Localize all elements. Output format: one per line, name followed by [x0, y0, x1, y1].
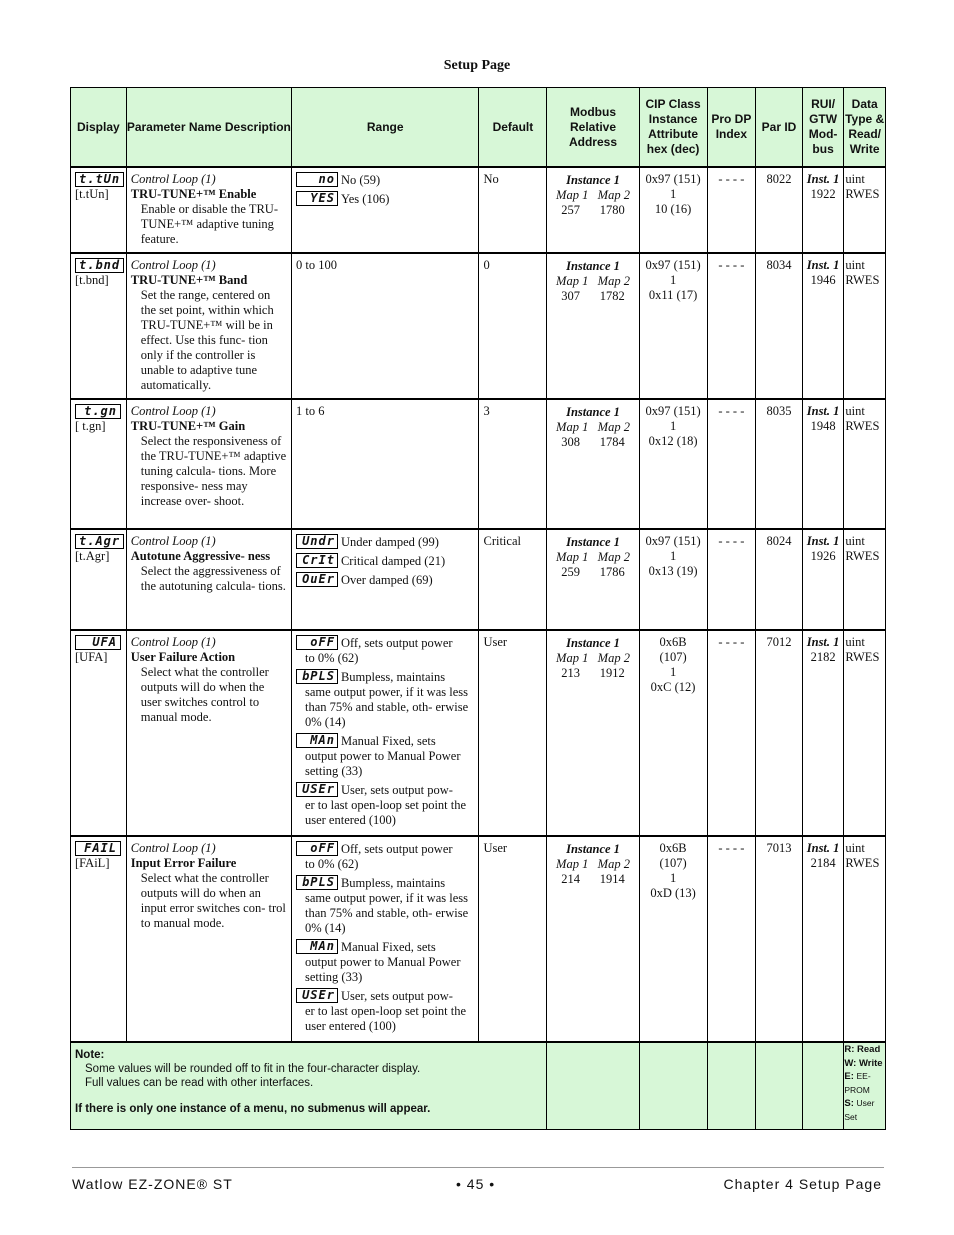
modbus-map1-address: 213	[561, 666, 580, 680]
cell-default	[479, 167, 547, 253]
range-option	[296, 572, 475, 588]
cip-line-2: 1	[669, 273, 677, 287]
param-description: Select the aggressiveness of the autotuning calcula- tions.	[140, 564, 286, 593]
header-dtype: Data Type & Read/ Write	[844, 88, 886, 168]
range-option-text: Under damped (99)	[340, 535, 439, 549]
param-name: User Failure Action	[130, 650, 236, 664]
cell-dtype	[844, 630, 886, 836]
cell-param	[126, 253, 291, 399]
legend-s-val: User Set	[844, 1098, 875, 1122]
header-range: Range	[291, 88, 479, 168]
cip-line-3: 1	[669, 665, 677, 679]
range-option-text: Yes (106)	[340, 192, 390, 206]
par-id: 8022	[766, 172, 792, 186]
param-loop: Control Loop (1)	[130, 635, 216, 649]
modbus-map2-label: Map 2	[597, 274, 630, 288]
read-write: RWES	[845, 187, 880, 201]
display-code: [t.tUn]	[75, 187, 109, 201]
cell-default	[479, 399, 547, 529]
modbus-map2-address: 1784	[599, 435, 625, 449]
rui-instance: Inst. 1	[806, 534, 840, 548]
read-write: RWES	[845, 419, 880, 433]
cell-modbus	[547, 630, 639, 836]
data-type: uint	[845, 635, 865, 649]
cell-parid	[756, 253, 803, 399]
modbus-map2-label: Map 2	[597, 651, 630, 665]
cell-prodp	[707, 253, 756, 399]
legend-e-key: E:	[844, 1071, 854, 1082]
default-value: 3	[483, 404, 490, 418]
default-value: No	[483, 172, 499, 186]
cell-cip	[639, 529, 707, 630]
param-description: Select what the controller outputs will do when an input error switches con- trol to manual mode.	[140, 871, 286, 930]
cell-range	[291, 836, 479, 1042]
note-empty-modbus	[547, 1042, 639, 1130]
note-row	[71, 1042, 886, 1130]
display-glyph-icon: oFF	[296, 841, 338, 856]
display-glyph-icon: MAn	[296, 733, 338, 748]
cell-range	[291, 253, 479, 399]
data-type: uint	[845, 841, 865, 855]
range-option-text: No (59)	[340, 173, 381, 187]
cell-default	[479, 630, 547, 836]
range-option-text: Critical damped (21)	[340, 554, 446, 568]
rui-instance: Inst. 1	[806, 404, 840, 418]
cell-cip	[639, 399, 707, 529]
cip-line-4: 0xD (13)	[650, 886, 696, 900]
range-option	[296, 988, 475, 1034]
cell-modbus	[547, 836, 639, 1042]
param-loop: Control Loop (1)	[130, 258, 216, 272]
display-code: [ t.gn]	[75, 419, 106, 433]
cell-prodp	[707, 836, 756, 1042]
cell-prodp	[707, 529, 756, 630]
modbus-instance: Instance 1	[566, 259, 620, 273]
cell-cip	[639, 630, 707, 836]
cell-modbus	[547, 529, 639, 630]
legend-w-val: Write	[858, 1057, 883, 1069]
cell-display	[71, 630, 127, 836]
cell-modbus	[547, 167, 639, 253]
display-glyph-icon: t.Agr	[75, 534, 124, 549]
cip-line-3: 10 (16)	[654, 202, 692, 216]
modbus-map1-address: 308	[561, 435, 580, 449]
range-option-text: User, sets output pow-	[340, 989, 453, 1003]
header-prodp: Pro DP Index	[707, 88, 756, 168]
note-line-2: Full values can be read with other interfaces.	[85, 1077, 314, 1089]
range-option-text: Off, sets output power	[340, 636, 453, 650]
cell-rui	[802, 253, 844, 399]
display-glyph-icon: USEr	[296, 782, 338, 797]
range-option-cont: same output power, if it was less than 75% and stable, oth- erwise 0% (14)	[304, 685, 469, 729]
modbus-map1-address: 307	[561, 289, 580, 303]
rui-value: 2182	[810, 650, 836, 664]
cip-line-3: 0x12 (18)	[648, 434, 698, 448]
cell-cip	[639, 253, 707, 399]
display-glyph-icon: FAIL	[75, 841, 121, 856]
page-title: Setup Page	[443, 58, 511, 73]
data-type: uint	[845, 534, 865, 548]
table-row	[71, 253, 886, 399]
range-option-text: Bumpless, maintains	[340, 876, 446, 890]
legend-r-val: Read	[857, 1044, 881, 1055]
display-glyph-icon: oFF	[296, 635, 338, 650]
display-glyph-icon: bPLS	[296, 875, 338, 890]
param-name: TRU-TUNE+™ Enable	[130, 187, 257, 201]
note-heading: Note:	[75, 1049, 105, 1061]
range-option	[296, 191, 475, 207]
cip-line-2: (107)	[659, 650, 687, 664]
read-write: RWES	[845, 650, 880, 664]
cell-range	[291, 167, 479, 253]
range-option-cont: same output power, if it was less than 75% and stable, oth- erwise 0% (14)	[304, 891, 469, 935]
param-description: Enable or disable the TRU-TUNE+™ adaptive tuning feature.	[140, 202, 278, 246]
range-text: 0 to 100	[295, 258, 337, 272]
modbus-instance: Instance 1	[566, 636, 620, 650]
cell-dtype	[844, 253, 886, 399]
cip-line-2: 1	[669, 419, 677, 433]
par-id: 8035	[766, 404, 792, 418]
default-value: User	[483, 635, 508, 649]
range-option	[296, 733, 475, 779]
modbus-map2-address: 1780	[599, 203, 625, 217]
table-row	[71, 529, 886, 630]
cell-cip	[639, 167, 707, 253]
legend-w-key: W:	[844, 1057, 857, 1069]
header-display: Display	[71, 88, 127, 168]
range-option-text: Over damped (69)	[340, 573, 433, 587]
read-write: RWES	[845, 273, 880, 287]
prodp-index: - - - -	[718, 841, 745, 855]
modbus-map1-label: Map 1	[556, 420, 589, 434]
display-glyph-icon: no	[296, 172, 338, 187]
param-description: Set the range, centered on the set point, within which TRU-TUNE+™ will be in effect. Use this func- tion only if the controller is unable to adaptive tune automatically.	[140, 288, 274, 392]
modbus-map2-label: Map 2	[597, 188, 630, 202]
cell-parid	[756, 399, 803, 529]
modbus-map1-address: 257	[561, 203, 580, 217]
range-option	[296, 172, 475, 188]
modbus-map1-label: Map 1	[556, 274, 589, 288]
header-param: Parameter Name Description	[126, 88, 291, 168]
display-code: [t.Agr]	[75, 549, 110, 563]
range-option	[296, 782, 475, 828]
cip-line-1: 0x97 (151)	[645, 172, 701, 186]
note-cell	[71, 1042, 547, 1130]
range-option-cont: output power to Manual Power setting (33)	[304, 749, 461, 778]
table-row	[71, 399, 886, 529]
prodp-index: - - - -	[718, 404, 745, 418]
modbus-map2-address: 1914	[599, 872, 625, 886]
cip-line-2: (107)	[659, 856, 687, 870]
range-option	[296, 553, 475, 569]
cell-display	[71, 399, 127, 529]
cell-range	[291, 399, 479, 529]
header-rui: RUI/ GTW Mod- bus	[802, 88, 844, 168]
range-option-text: Manual Fixed, sets	[340, 734, 436, 748]
data-type: uint	[845, 172, 865, 186]
modbus-map1-label: Map 1	[556, 857, 589, 871]
display-glyph-icon: Undr	[296, 534, 338, 549]
cell-default	[479, 529, 547, 630]
cell-default	[479, 836, 547, 1042]
legend-e-val: EE- PROM	[844, 1071, 871, 1095]
modbus-map1-label: Map 1	[556, 550, 589, 564]
display-code: [t.bnd]	[75, 273, 109, 287]
note-empty-prodp	[707, 1042, 756, 1130]
default-value: 0	[483, 258, 490, 272]
range-option-text: Bumpless, maintains	[340, 670, 446, 684]
display-glyph-icon: OuEr	[296, 572, 338, 587]
rui-value: 2184	[810, 856, 836, 870]
range-option-text: User, sets output pow-	[340, 783, 453, 797]
modbus-map2-label: Map 2	[597, 857, 630, 871]
display-glyph-icon: t.bnd	[75, 258, 124, 273]
display-code: [FAiL]	[75, 856, 110, 870]
range-option-cont: to 0% (62)	[304, 857, 359, 871]
par-id: 7013	[766, 841, 792, 855]
range-option-cont: output power to Manual Power setting (33)	[304, 955, 461, 984]
note-empty-parid	[756, 1042, 803, 1130]
param-loop: Control Loop (1)	[130, 534, 216, 548]
cip-line-3: 0x13 (19)	[648, 564, 698, 578]
cell-display	[71, 529, 127, 630]
cell-modbus	[547, 253, 639, 399]
prodp-index: - - - -	[718, 534, 745, 548]
param-description: Select what the controller outputs will do when the user switches control to manual mode.	[140, 665, 269, 724]
cell-display	[71, 253, 127, 399]
range-option	[296, 635, 475, 666]
modbus-map2-label: Map 2	[597, 420, 630, 434]
display-glyph-icon: t.tUn	[75, 172, 124, 187]
footer-chapter: Chapter 4 Setup Page	[723, 1176, 882, 1192]
cell-param	[126, 836, 291, 1042]
cell-dtype	[844, 167, 886, 253]
param-loop: Control Loop (1)	[130, 841, 216, 855]
cell-param	[126, 529, 291, 630]
modbus-map1-address: 259	[561, 565, 580, 579]
cip-line-2: 1	[669, 187, 677, 201]
range-option-text: Manual Fixed, sets	[340, 940, 436, 954]
cell-range	[291, 630, 479, 836]
display-glyph-icon: MAn	[296, 939, 338, 954]
default-value: User	[483, 841, 508, 855]
prodp-index: - - - -	[718, 172, 745, 186]
param-name: Autotune Aggressive- ness	[130, 549, 271, 563]
prodp-index: - - - -	[718, 635, 745, 649]
rw-legend	[844, 1042, 886, 1130]
rui-instance: Inst. 1	[806, 258, 840, 272]
range-text: 1 to 6	[295, 404, 325, 418]
footer-page-number: • 45 •	[456, 1176, 496, 1192]
cip-line-1: 0x97 (151)	[645, 258, 701, 272]
cell-rui	[802, 399, 844, 529]
modbus-instance: Instance 1	[566, 405, 620, 419]
read-write: RWES	[845, 856, 880, 870]
header-default: Default	[479, 88, 547, 168]
footer-divider	[72, 1167, 884, 1168]
cell-cip	[639, 836, 707, 1042]
cell-rui	[802, 167, 844, 253]
cell-prodp	[707, 399, 756, 529]
range-option	[296, 669, 475, 730]
cell-modbus	[547, 399, 639, 529]
display-code: [UFA]	[75, 650, 108, 664]
cip-line-1: 0x97 (151)	[645, 534, 701, 548]
footer-product: Watlow EZ-ZONE® ST	[72, 1176, 233, 1192]
note-bold: If there is only one instance of a menu, no submenus will appear.	[75, 1103, 431, 1115]
setup-table	[70, 87, 886, 1130]
modbus-instance: Instance 1	[566, 535, 620, 549]
table-row	[71, 836, 886, 1042]
modbus-map1-label: Map 1	[556, 188, 589, 202]
cell-prodp	[707, 167, 756, 253]
cip-line-3: 1	[669, 871, 677, 885]
read-write: RWES	[845, 549, 880, 563]
cip-line-1: 0x6B	[659, 841, 687, 855]
cell-parid	[756, 529, 803, 630]
note-empty-cip	[639, 1042, 707, 1130]
range-option-cont: er to last open-loop set point the user entered (100)	[304, 798, 467, 827]
cell-rui	[802, 529, 844, 630]
param-name: TRU-TUNE+™ Band	[130, 273, 248, 287]
range-option-text: Off, sets output power	[340, 842, 453, 856]
range-option	[296, 939, 475, 985]
legend-s-key: S:	[844, 1098, 854, 1109]
modbus-map1-label: Map 1	[556, 651, 589, 665]
param-name: TRU-TUNE+™ Gain	[130, 419, 246, 433]
modbus-map2-address: 1912	[599, 666, 625, 680]
table-row	[71, 630, 886, 836]
param-loop: Control Loop (1)	[130, 404, 216, 418]
modbus-instance: Instance 1	[566, 173, 620, 187]
cell-prodp	[707, 630, 756, 836]
display-glyph-icon: t.gn	[75, 404, 121, 419]
data-type: uint	[845, 258, 865, 272]
display-glyph-icon: CrIt	[296, 553, 338, 568]
display-glyph-icon: YES	[296, 191, 338, 206]
default-value: Critical	[483, 534, 521, 548]
rui-value: 1948	[810, 419, 836, 433]
range-option-cont: er to last open-loop set point the user entered (100)	[304, 1004, 467, 1033]
table-header-row	[71, 88, 886, 168]
rui-value: 1946	[810, 273, 836, 287]
rui-instance: Inst. 1	[806, 635, 840, 649]
cell-rui	[802, 630, 844, 836]
display-glyph-icon: UFA	[75, 635, 121, 650]
cell-param	[126, 630, 291, 836]
cell-default	[479, 253, 547, 399]
cell-display	[71, 836, 127, 1042]
par-id: 8034	[766, 258, 792, 272]
data-type: uint	[845, 404, 865, 418]
cell-rui	[802, 836, 844, 1042]
note-line-1: Some values will be rounded off to fit in the four-character display.	[85, 1063, 421, 1075]
cell-display	[71, 167, 127, 253]
rui-value: 1926	[810, 549, 836, 563]
modbus-map2-label: Map 2	[597, 550, 630, 564]
display-glyph-icon: bPLS	[296, 669, 338, 684]
par-id: 7012	[766, 635, 792, 649]
header-modbus: Modbus Relative Address	[547, 88, 639, 168]
cell-range	[291, 529, 479, 630]
display-glyph-icon: USEr	[296, 988, 338, 1003]
cip-line-2: 1	[669, 549, 677, 563]
cip-line-3: 0x11 (17)	[648, 288, 698, 302]
param-description: Select the responsiveness of the TRU-TUNE+™ adaptive tuning calcula- tions. More responsive- ness may increase over- shoot.	[140, 434, 287, 508]
modbus-instance: Instance 1	[566, 842, 620, 856]
modbus-map2-address: 1786	[599, 565, 625, 579]
header-cip: CIP Class Instance Attribute hex (dec)	[639, 88, 707, 168]
modbus-map2-address: 1782	[599, 289, 625, 303]
range-option-cont: to 0% (62)	[304, 651, 359, 665]
cell-param	[126, 167, 291, 253]
rui-value: 1922	[810, 187, 836, 201]
cell-parid	[756, 630, 803, 836]
legend-r-key: R:	[844, 1044, 855, 1055]
range-option	[296, 875, 475, 936]
range-option	[296, 841, 475, 872]
param-loop: Control Loop (1)	[130, 172, 216, 186]
par-id: 8024	[766, 534, 792, 548]
cip-line-4: 0xC (12)	[650, 680, 696, 694]
rui-instance: Inst. 1	[806, 841, 840, 855]
cell-dtype	[844, 836, 886, 1042]
range-option	[296, 534, 475, 550]
cip-line-1: 0x6B	[659, 635, 687, 649]
note-empty-rui	[802, 1042, 844, 1130]
cell-dtype	[844, 529, 886, 630]
cell-param	[126, 399, 291, 529]
rui-instance: Inst. 1	[806, 172, 840, 186]
cell-parid	[756, 836, 803, 1042]
header-parid: Par ID	[756, 88, 803, 168]
cell-parid	[756, 167, 803, 253]
cip-line-1: 0x97 (151)	[645, 404, 701, 418]
cell-dtype	[844, 399, 886, 529]
prodp-index: - - - -	[718, 258, 745, 272]
modbus-map1-address: 214	[561, 872, 580, 886]
table-row	[71, 167, 886, 253]
param-name: Input Error Failure	[130, 856, 237, 870]
